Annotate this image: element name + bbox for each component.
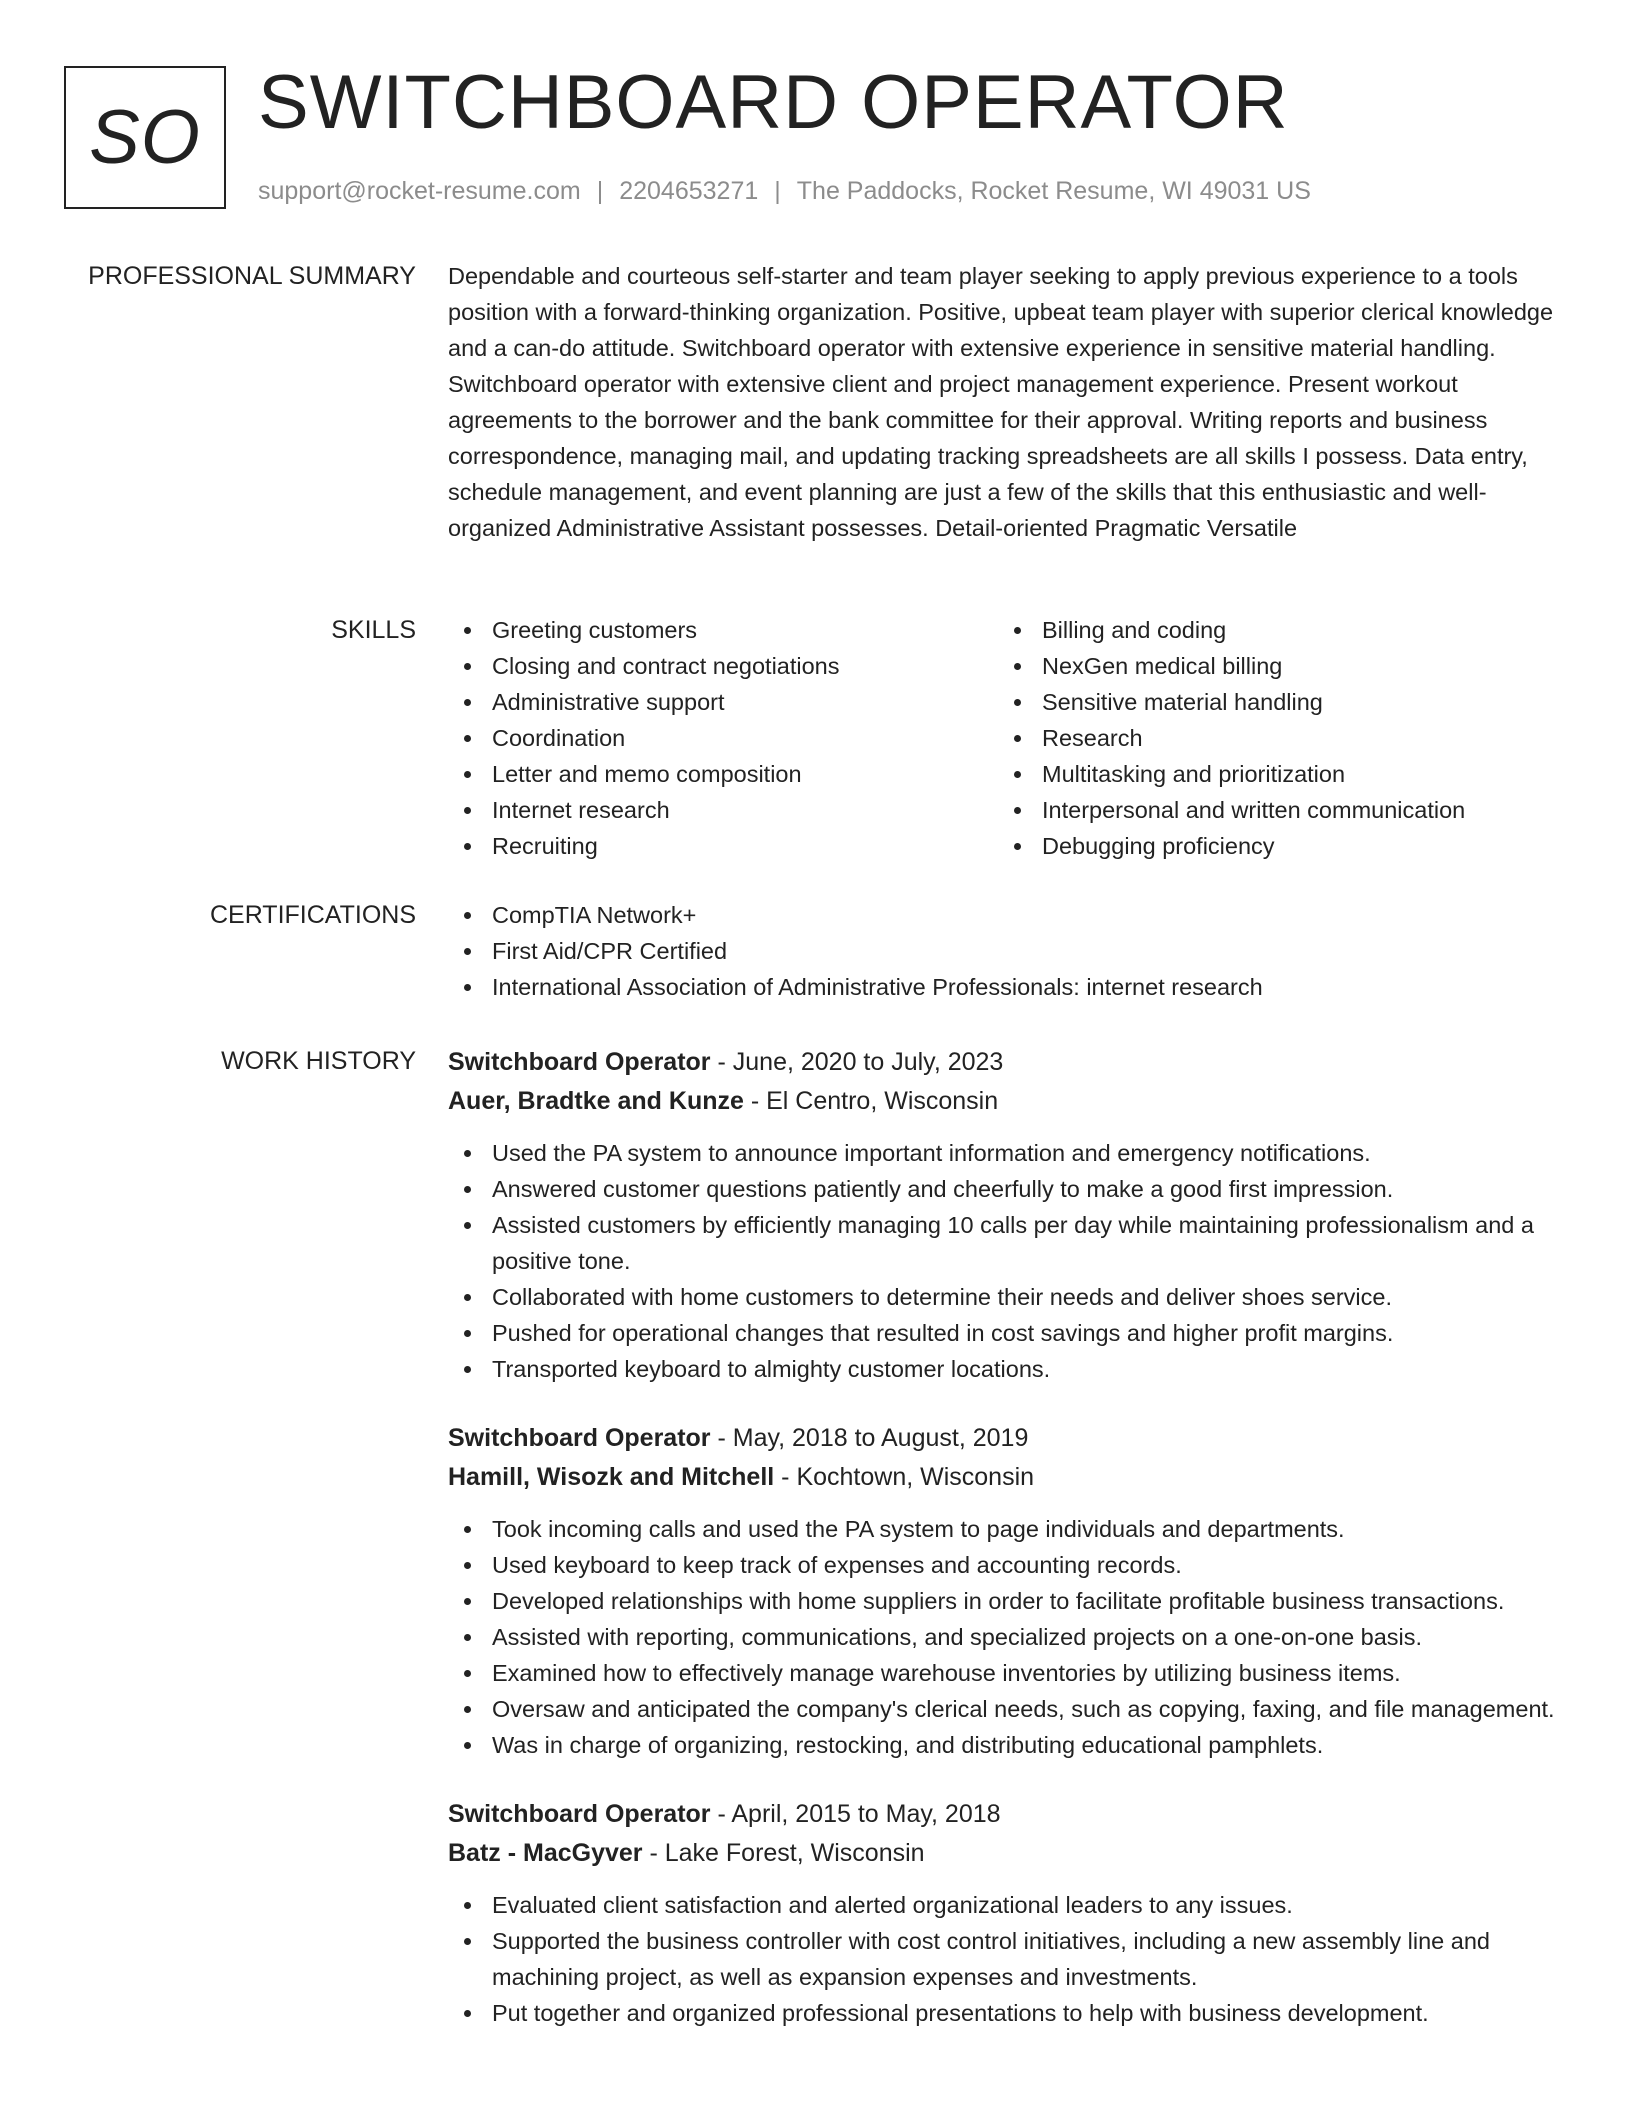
section-label-work-history: WORK HISTORY: [221, 1047, 416, 1075]
monogram-badge: SO: [64, 66, 226, 209]
job-duty-item: Supported the business controller with cost control initiatives, including a new assembly line and machining project, as well as expansion expenses and investments.: [448, 1923, 1568, 1995]
job-entry: [448, 1043, 1568, 1387]
skill-item: Letter and memo composition: [448, 756, 998, 792]
job-location: - Lake Forest, Wisconsin: [642, 1839, 925, 1867]
skill-item: Sensitive material handling: [998, 684, 1548, 720]
job-title: Switchboard Operator: [448, 1800, 711, 1828]
job-duties: [448, 1887, 1568, 2031]
job-location: - Kochtown, Wisconsin: [774, 1463, 1035, 1491]
job-duty-item: Used the PA system to announce important information and emergency notifications.: [448, 1135, 1568, 1171]
section-label-certifications: CERTIFICATIONS: [209, 901, 416, 929]
contact-address: The Paddocks, Rocket Resume, WI 49031 US: [796, 177, 1311, 205]
job-company: Hamill, Wisozk and Mitchell: [448, 1463, 775, 1491]
contact-line: [258, 176, 1311, 206]
contact-email[interactable]: support@rocket-resume.com: [258, 177, 581, 205]
skills-column-right: [998, 612, 1548, 864]
job-dates: - April, 2015 to May, 2018: [710, 1800, 1001, 1828]
skill-item: Recruiting: [448, 828, 998, 864]
job-entry: [448, 1795, 1568, 2031]
job-entry: [448, 1419, 1568, 1763]
contact-phone[interactable]: 2204653271: [619, 177, 759, 205]
skill-item: Administrative support: [448, 684, 998, 720]
certification-item: CompTIA Network+: [448, 897, 1568, 933]
job-duty-item: Assisted with reporting, communications, and specialized projects on a one-on-one basis.: [448, 1619, 1568, 1655]
contact-separator: |: [774, 177, 781, 205]
job-title: Switchboard Operator: [448, 1424, 711, 1452]
skill-item: Internet research: [448, 792, 998, 828]
job-duty-item: Assisted customers by efficiently managing 10 calls per day while maintaining professionalism and a positive tone.: [448, 1207, 1568, 1279]
job-duty-item: Transported keyboard to almighty customer locations.: [448, 1351, 1568, 1387]
job-duty-item: Oversaw and anticipated the company's clerical needs, such as copying, faxing, and file management.: [448, 1691, 1568, 1727]
job-duty-item: Pushed for operational changes that resulted in cost savings and higher profit margins.: [448, 1315, 1568, 1351]
job-duty-item: Used keyboard to keep track of expenses and accounting records.: [448, 1547, 1568, 1583]
job-location: - El Centro, Wisconsin: [743, 1087, 999, 1115]
job-duties: [448, 1135, 1568, 1387]
job-duty-item: Put together and organized professional presentations to help with business development.: [448, 1995, 1568, 2031]
skill-item: Billing and coding: [998, 612, 1548, 648]
job-company-line: [448, 1082, 1568, 1121]
skill-item: Greeting customers: [448, 612, 998, 648]
job-title-line: [448, 1419, 1568, 1458]
summary-text: Dependable and courteous self-starter and team player seeking to apply previous experience to a tools position with a forward-thinking organization. Positive, upbeat team player with superior clerical knowledge and a can-do attitude. Switchboard operator with extensive experience in sensitive material handling. Switchboard operator with extensive client and project management experience. Present workout agreements to the borrower and the bank committee for their approval. Writing reports and business correspondence, managing mail, and updating tracking spreadsheets are all skills I possess. Data entry, schedule management, and event planning are just a few of the skills that this enthusiastic and well-organized Administrative Assistant possesses. Detail-oriented Pragmatic Versatile: [448, 263, 1554, 541]
job-duty-item: Was in charge of organizing, restocking, and distributing educational pamphlets.: [448, 1727, 1568, 1763]
job-duty-item: Developed relationships with home suppliers in order to facilitate profitable business transactions.: [448, 1583, 1568, 1619]
job-title: Switchboard Operator: [448, 1048, 711, 1076]
skill-item: Research: [998, 720, 1548, 756]
certifications-list: [448, 897, 1568, 1005]
job-duty-item: Evaluated client satisfaction and alerted organizational leaders to any issues.: [448, 1887, 1568, 1923]
job-dates: - May, 2018 to August, 2019: [710, 1424, 1029, 1452]
job-company: Batz - MacGyver: [448, 1839, 643, 1867]
job-duty-item: Took incoming calls and used the PA system to page individuals and departments.: [448, 1511, 1568, 1547]
contact-separator: |: [596, 177, 604, 205]
skill-item: Interpersonal and written communication: [998, 792, 1548, 828]
skills-list: [448, 612, 1568, 864]
resume-name: SWITCHBOARD OPERATOR: [258, 60, 1289, 145]
job-duty-item: Examined how to effectively manage warehouse inventories by utilizing business items.: [448, 1655, 1568, 1691]
work-history-list: [448, 1043, 1568, 2063]
job-company-line: [448, 1834, 1568, 1873]
job-duty-item: Collaborated with home customers to determine their needs and deliver shoes service.: [448, 1279, 1568, 1315]
job-company: Auer, Bradtke and Kunze: [448, 1087, 744, 1115]
skill-item: Closing and contract negotiations: [448, 648, 998, 684]
skill-item: Multitasking and prioritization: [998, 756, 1548, 792]
certification-item: International Association of Administrative Professionals: internet research: [448, 969, 1568, 1005]
skill-item: Debugging proficiency: [998, 828, 1548, 864]
job-title-line: [448, 1043, 1568, 1082]
skill-item: Coordination: [448, 720, 998, 756]
section-label-skills: SKILLS: [331, 616, 416, 644]
job-duties: [448, 1511, 1568, 1763]
section-label-summary: PROFESSIONAL SUMMARY: [88, 262, 416, 290]
skills-column-left: [448, 612, 998, 864]
job-title-line: [448, 1795, 1568, 1834]
skill-item: NexGen medical billing: [998, 648, 1548, 684]
job-duty-item: Answered customer questions patiently and cheerfully to make a good first impression.: [448, 1171, 1568, 1207]
job-company-line: [448, 1458, 1568, 1497]
certification-item: First Aid/CPR Certified: [448, 933, 1568, 969]
job-dates: - June, 2020 to July, 2023: [710, 1048, 1004, 1076]
